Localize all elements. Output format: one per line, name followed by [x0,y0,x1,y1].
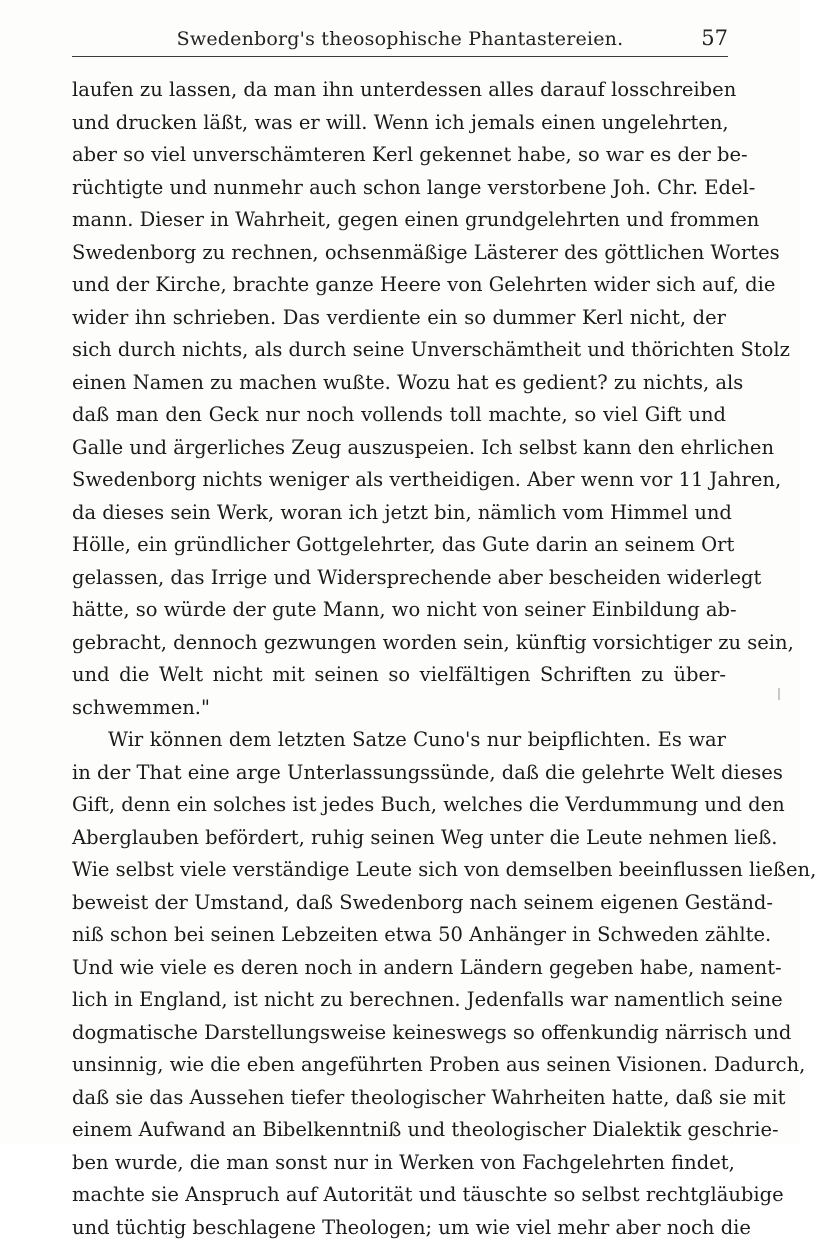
text-line: daß sie das Aussehen tiefer theologischer Wahrheiten hatte, daß sie mit [72,1082,726,1115]
text-line: Hölle, ein gründlicher Gottgelehrter, das Gute darin an seinem Ort [72,529,726,562]
text-line: schwemmen." [72,692,726,725]
page-number: 57 [701,26,728,50]
body-text [72,74,726,1244]
text-line: aber so viel unverschämteren Kerl gekennet habe, so war es der be- [72,139,726,172]
text-line: und tüchtig beschlagene Theologen; um wie viel mehr aber noch die [72,1212,726,1244]
text-line: Galle und ärgerliches Zeug auszuspeien. Ich selbst kann den ehrlichen [72,432,726,465]
text-line: und drucken läßt, was er will. Wenn ich jemals einen ungelehrten, [72,107,726,140]
running-head-title: Swedenborg's theosophische Phantastereien. [177,28,624,56]
text-line: niß schon bei seinen Lebzeiten etwa 50 Anhänger in Schweden zählte. [72,919,726,952]
text-line: Wir können dem letzten Satze Cuno's nur beipflichten. Es war [72,724,726,757]
text-line: unsinnig, wie die eben angeführten Proben aus seinen Visionen. Dadurch, [72,1049,726,1082]
text-line: dogmatische Darstellungsweise keineswegs so offenkundig närrisch und [72,1017,726,1050]
text-line: sich durch nichts, als durch seine Unverschämtheit und thörichten Stolz [72,334,726,367]
text-line: gelassen, das Irrige und Widersprechende aber bescheiden widerlegt [72,562,726,595]
text-line: hätte, so würde der gute Mann, wo nicht von seiner Einbildung ab- [72,594,726,627]
text-line: daß man den Geck nur noch vollends toll machte, so viel Gift und [72,399,726,432]
text-line: mann. Dieser in Wahrheit, gegen einen grundgelehrten und frommen [72,204,726,237]
text-line: machte sie Anspruch auf Autorität und täuschte so selbst rechtgläubige [72,1179,726,1212]
text-line: einen Namen zu machen wußte. Wozu hat es gedient? zu nichts, als [72,367,726,400]
text-line: wider ihn schrieben. Das verdiente ein so dummer Kerl nicht, der [72,302,726,335]
text-line: lich in England, ist nicht zu berechnen. Jedenfalls war namentlich seine [72,984,726,1017]
margin-mark [778,688,780,700]
text-line: rüchtigte und nunmehr auch schon lange verstorbene Joh. Chr. Edel- [72,172,726,205]
text-line: Wie selbst viele verständige Leute sich von demselben beeinflussen ließen, [72,854,726,887]
text-line: laufen zu lassen, da man ihn unterdessen alles darauf losschreiben [72,74,726,107]
text-line: beweist der Umstand, daß Swedenborg nach seinem eigenen Geständ- [72,887,726,920]
text-line: ben wurde, die man sonst nur in Werken von Fachgelehrten findet, [72,1147,726,1180]
text-line: Aberglauben befördert, ruhig seinen Weg unter die Leute nehmen ließ. [72,822,726,855]
text-line: in der That eine arge Unterlassungssünde, daß die gelehrte Welt dieses [72,757,726,790]
text-line: da dieses sein Werk, woran ich jetzt bin, nämlich vom Himmel und [72,497,726,530]
text-line: gebracht, dennoch gezwungen worden sein, künftig vorsichtiger zu sein, [72,627,726,660]
text-line: und der Kirche, brachte ganze Heere von Gelehrten wider sich auf, die [72,269,726,302]
text-line: Und wie viele es deren noch in andern Ländern gegeben habe, nament- [72,952,726,985]
text-line: Gift, denn ein solches ist jedes Buch, welches die Verdummung und den [72,789,726,822]
text-line: Swedenborg zu rechnen, ochsenmäßige Lästerer des göttlichen Wortes [72,237,726,270]
text-line: einem Aufwand an Bibelkenntniß und theologischer Dialektik geschrie- [72,1114,726,1147]
text-line: und die Welt nicht mit seinen so vielfältigen Schriften zu über- [72,659,726,692]
text-line: Swedenborg nichts weniger als vertheidigen. Aber wenn vor 11 Jahren, [72,464,726,497]
running-head [72,20,728,57]
